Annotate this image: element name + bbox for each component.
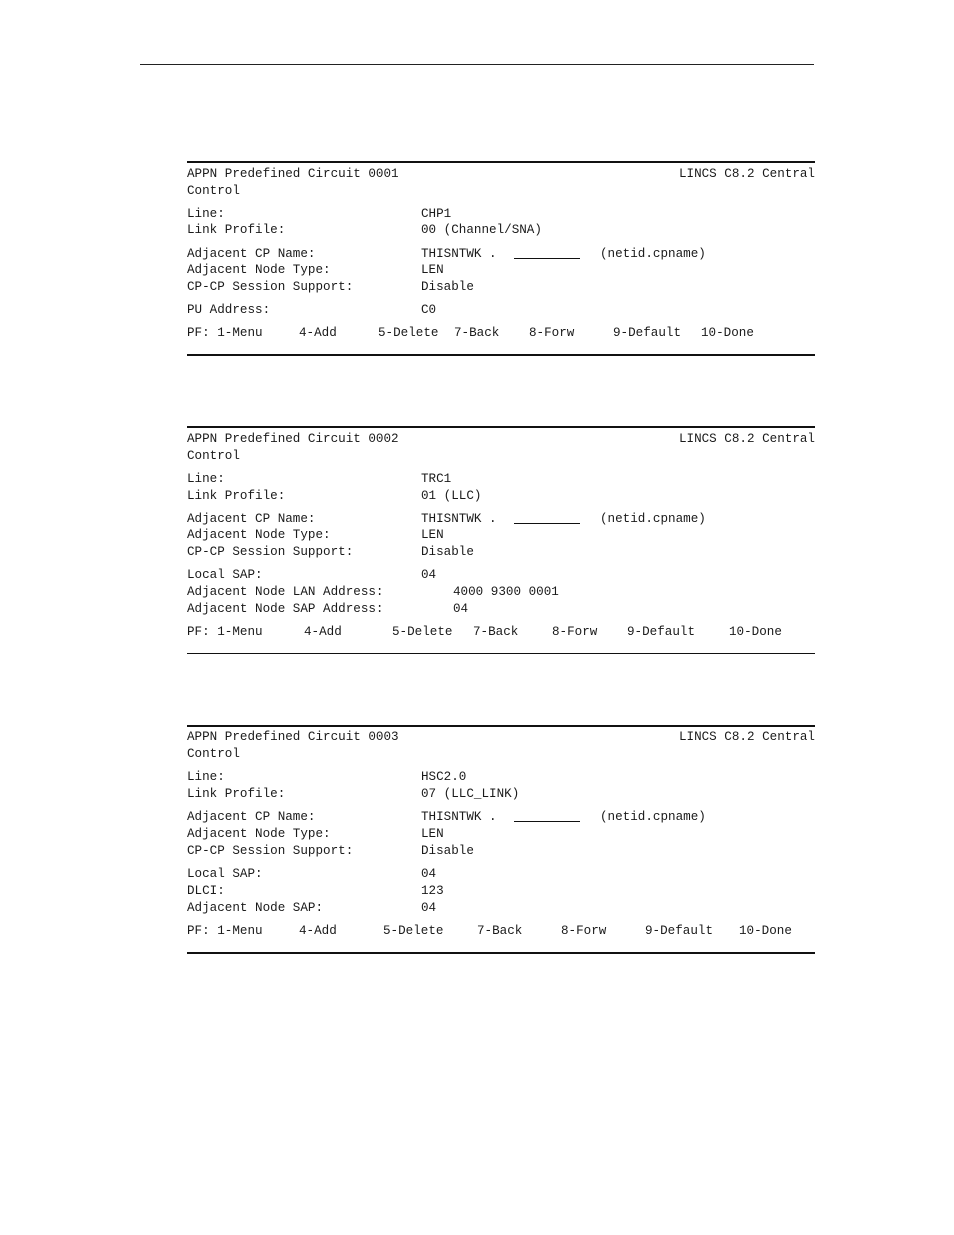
cp-cp-session-field[interactable]: Disable [421,545,474,559]
pf-key-menu[interactable]: PF: 1-Menu [187,326,263,340]
pf-key-add[interactable]: 4-Add [299,326,337,340]
sap-address-label: Adjacent Node SAP Address: [187,602,384,616]
panel-bottom-rule [187,952,815,954]
pu-address-label: PU Address: [187,303,271,317]
panel-top-rule [187,426,815,428]
line-label: Line: [187,207,225,221]
dlci-field[interactable]: 123 [421,884,444,898]
adjacent-cp-name-label: Adjacent CP Name: [187,810,316,824]
cp-name-format-hint: (netid.cpname) [600,247,706,261]
adjacent-node-type-field[interactable]: LEN [421,528,444,542]
line-field[interactable]: CHP1 [421,207,452,221]
adjacent-node-type-label: Adjacent Node Type: [187,827,331,841]
adjacent-cp-netid-field[interactable]: THISNTWK . [421,512,497,526]
local-sap-label: Local SAP: [187,867,263,881]
link-profile-label: Link Profile: [187,223,286,237]
page-header-rule [140,64,814,65]
pf-key-forward[interactable]: 8-Forw [561,924,607,938]
sap-address-field[interactable]: 04 [453,602,469,616]
pf-key-delete[interactable]: 5-Delete [383,924,444,938]
pu-address-field[interactable]: C0 [421,303,437,317]
pf-key-back[interactable]: 7-Back [477,924,523,938]
link-profile-label: Link Profile: [187,787,286,801]
link-profile-field[interactable]: 01 (LLC) [421,489,482,503]
adjacent-cp-netid-field[interactable]: THISNTWK . [421,247,497,261]
panel-title: APPN Predefined Circuit 0003 [187,730,399,744]
cp-name-format-hint: (netid.cpname) [600,512,706,526]
cp-cp-session-label: CP-CP Session Support: [187,280,354,294]
local-sap-field[interactable]: 04 [421,867,437,881]
panel-bottom-rule [187,653,815,654]
adjacent-cp-name-label: Adjacent CP Name: [187,512,316,526]
adjacent-node-type-field[interactable]: LEN [421,827,444,841]
app-version: LINCS C8.2 Central [678,167,815,181]
circuit-panel-0001 [187,161,815,357]
cp-cp-session-label: CP-CP Session Support: [187,545,354,559]
pf-key-delete[interactable]: 5-Delete [378,326,439,340]
panel-bottom-rule [187,354,815,356]
pf-key-add[interactable]: 4-Add [304,625,342,639]
app-version-continued: Control [187,184,240,198]
app-version-continued: Control [187,449,240,463]
line-label: Line: [187,770,225,784]
panel-top-rule [187,725,815,727]
pf-key-done[interactable]: 10-Done [701,326,754,340]
adjacent-node-type-label: Adjacent Node Type: [187,528,331,542]
pf-key-default[interactable]: 9-Default [627,625,696,639]
circuit-panel-0002 [187,426,815,656]
line-label: Line: [187,472,225,486]
pf-key-forward[interactable]: 8-Forw [552,625,598,639]
dlci-label: DLCI: [187,884,225,898]
pf-key-back[interactable]: 7-Back [473,625,519,639]
adjacent-node-sap-field[interactable]: 04 [421,901,437,915]
lan-address-label: Adjacent Node LAN Address: [187,585,384,599]
local-sap-field[interactable]: 04 [421,568,437,582]
adjacent-node-sap-label: Adjacent Node SAP: [187,901,324,915]
panel-title: APPN Predefined Circuit 0001 [187,167,399,181]
pf-key-menu[interactable]: PF: 1-Menu [187,625,263,639]
adjacent-node-type-label: Adjacent Node Type: [187,263,331,277]
pf-key-menu[interactable]: PF: 1-Menu [187,924,263,938]
link-profile-field[interactable]: 00 (Channel/SNA) [421,223,542,237]
local-sap-label: Local SAP: [187,568,263,582]
adjacent-node-type-field[interactable]: LEN [421,263,444,277]
link-profile-label: Link Profile: [187,489,286,503]
cp-name-format-hint: (netid.cpname) [600,810,706,824]
pf-key-default[interactable]: 9-Default [645,924,714,938]
adjacent-cp-name-field[interactable] [514,511,580,528]
panel-top-rule [187,161,815,163]
app-version-continued: Control [187,747,240,761]
adjacent-cp-name-field[interactable] [514,246,580,263]
pf-key-forward[interactable]: 8-Forw [529,326,575,340]
line-field[interactable]: TRC1 [421,472,452,486]
line-field[interactable]: HSC2.0 [421,770,467,784]
pf-key-delete[interactable]: 5-Delete [392,625,453,639]
pf-key-back[interactable]: 7-Back [454,326,500,340]
adjacent-cp-name-label: Adjacent CP Name: [187,247,316,261]
app-version: LINCS C8.2 Central [678,432,815,446]
cp-cp-session-label: CP-CP Session Support: [187,844,354,858]
pf-key-default[interactable]: 9-Default [613,326,682,340]
circuit-panel-0003 [187,725,815,955]
cp-cp-session-field[interactable]: Disable [421,844,474,858]
pf-key-done[interactable]: 10-Done [739,924,792,938]
app-version: LINCS C8.2 Central [678,730,815,744]
cp-cp-session-field[interactable]: Disable [421,280,474,294]
panel-title: APPN Predefined Circuit 0002 [187,432,399,446]
adjacent-cp-name-field[interactable] [514,809,580,826]
pf-key-done[interactable]: 10-Done [729,625,782,639]
lan-address-field[interactable]: 4000 9300 0001 [453,585,559,599]
link-profile-field[interactable]: 07 (LLC_LINK) [421,787,520,801]
adjacent-cp-netid-field[interactable]: THISNTWK . [421,810,497,824]
pf-key-add[interactable]: 4-Add [299,924,337,938]
